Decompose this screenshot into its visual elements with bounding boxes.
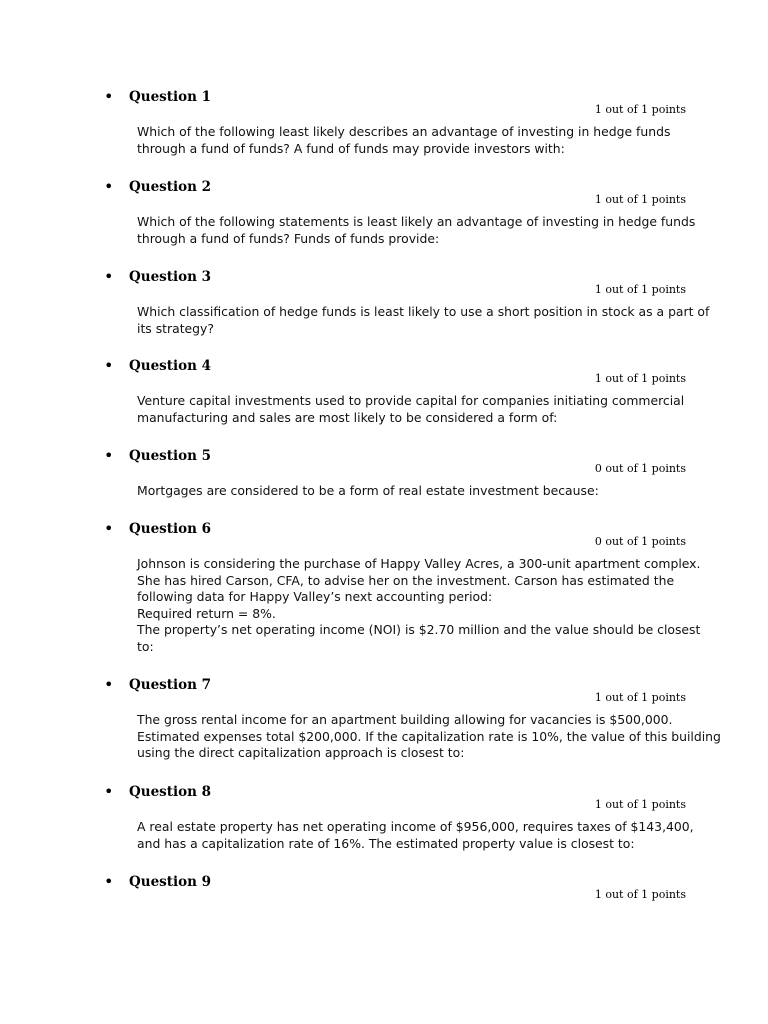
question-points: 1 out of 1 points xyxy=(594,691,686,704)
question-text xyxy=(137,124,697,157)
question-text-line: Which of the following statements is least likely an advantage of investing in hedge funds xyxy=(137,214,696,229)
question-title: Question 1 xyxy=(129,89,212,105)
question-title: Question 2 xyxy=(129,179,212,195)
question-title: Question 8 xyxy=(129,784,212,800)
question-text-line: through a fund of funds? Funds of funds provide: xyxy=(137,230,440,246)
question-text xyxy=(137,556,701,655)
question-points: 1 out of 1 points xyxy=(594,103,686,116)
question-text-line: and has a capitalization rate of 16%. The estimated property value is closest to: xyxy=(137,835,635,851)
bullet-icon: • xyxy=(104,675,114,694)
question-points: 0 out of 1 points xyxy=(594,462,686,475)
question-text-line: Required return = 8%. xyxy=(137,605,276,621)
question-text-line: Venture capital investments used to provide capital for companies initiating commercial xyxy=(137,393,685,408)
question-text-line: Mortgages are considered to be a form of real estate investment because: xyxy=(137,483,599,498)
question-text-line: its strategy? xyxy=(137,320,214,336)
question-text-line: through a fund of funds? A fund of funds may provide investors with: xyxy=(137,140,565,156)
question-text-line: The gross rental income for an apartment building allowing for vacancies is $500,000. xyxy=(137,712,673,727)
question-title: Question 3 xyxy=(129,269,212,285)
question-title: Question 9 xyxy=(129,874,212,890)
question-text xyxy=(137,304,710,337)
question-points: 1 out of 1 points xyxy=(594,888,686,901)
question-text-line: manufacturing and sales are most likely to be considered a form of: xyxy=(137,409,558,425)
question-points: 1 out of 1 points xyxy=(594,798,686,811)
question-text xyxy=(137,819,697,852)
question-text xyxy=(137,393,697,426)
question-text-line: A real estate property has net operating income of $956,000, requires taxes of $143,400, xyxy=(137,819,694,834)
question-text-line: She has hired Carson, CFA, to advise her on the investment. Carson has estimated the xyxy=(137,572,675,588)
bullet-icon: • xyxy=(104,177,114,196)
bullet-icon: • xyxy=(104,87,114,106)
question-text-line: following data for Happy Valley’s next accounting period: xyxy=(137,589,493,604)
question-text-line: Johnson is considering the purchase of Happy Valley Acres, a 300-unit apartment complex. xyxy=(137,556,701,571)
question-text-line: Which classification of hedge funds is least likely to use a short position in stock as a part of xyxy=(137,304,710,319)
question-title: Question 6 xyxy=(129,521,212,537)
question-title: Question 5 xyxy=(129,448,212,464)
question-text-line: using the direct capitalization approach is closest to: xyxy=(137,745,465,760)
question-points: 0 out of 1 points xyxy=(594,535,686,548)
question-text-line: to: xyxy=(137,638,154,654)
bullet-icon: • xyxy=(104,356,114,375)
question-text xyxy=(137,483,697,500)
question-text xyxy=(137,214,697,247)
bullet-icon: • xyxy=(104,519,114,538)
question-title: Question 4 xyxy=(129,358,212,374)
question-points: 1 out of 1 points xyxy=(594,193,686,206)
question-points: 1 out of 1 points xyxy=(594,283,686,296)
question-text-line: Which of the following least likely describes an advantage of investing in hedge funds xyxy=(137,124,671,139)
question-points: 1 out of 1 points xyxy=(594,372,686,385)
question-title: Question 7 xyxy=(129,677,212,693)
bullet-icon: • xyxy=(104,446,114,465)
question-text-line: The property’s net operating income (NOI) is $2.70 million and the value should be closest xyxy=(137,622,701,637)
bullet-icon: • xyxy=(104,872,114,891)
question-text xyxy=(137,712,721,762)
question-text-line: Estimated expenses total $200,000. If the capitalization rate is 10%, the value of this building xyxy=(137,728,721,744)
bullet-icon: • xyxy=(104,267,114,286)
bullet-icon: • xyxy=(104,782,114,801)
